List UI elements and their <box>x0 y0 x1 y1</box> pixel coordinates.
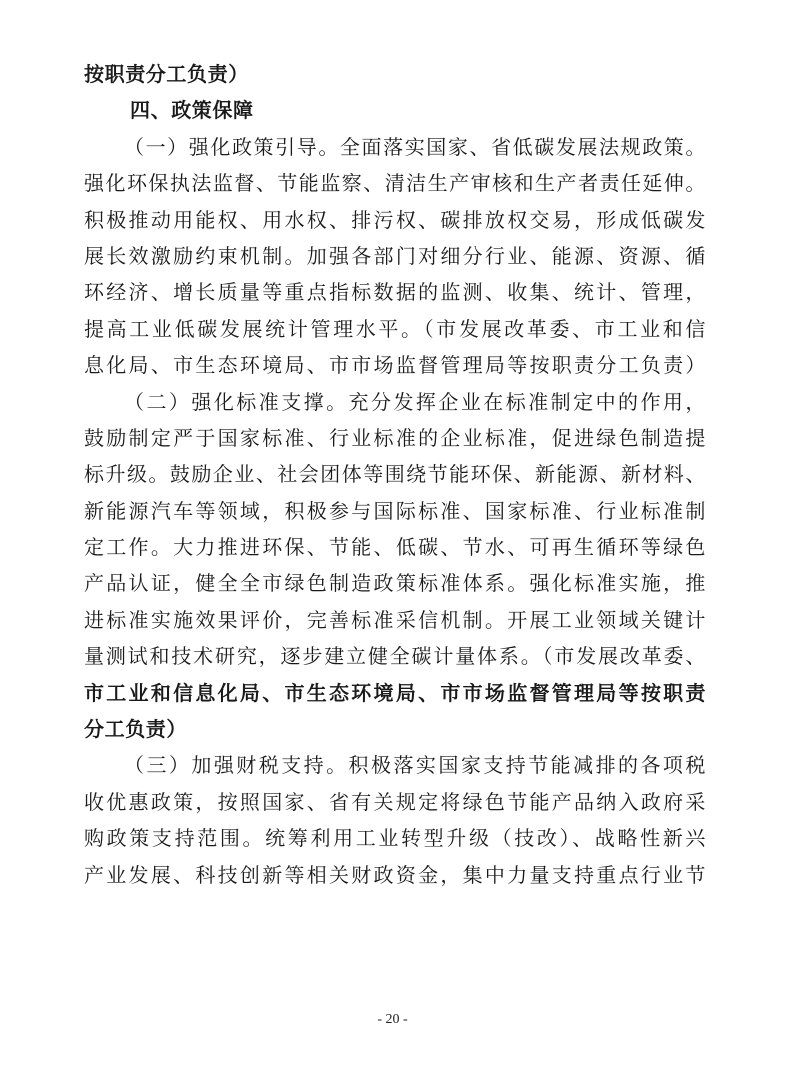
section-heading: 四、政策保障 <box>130 98 254 123</box>
text-line: 展长效激励约束机制。加强各部门对细分行业、能源、资源、循 <box>84 243 706 268</box>
text-line: 标升级。鼓励企业、社会团体等围绕节能环保、新能源、新材料、 <box>84 462 706 487</box>
text-line: 进标准实施效果评价，完善标准采信机制。开展工业领域关键计 <box>84 607 706 632</box>
text-line: 产业发展、科技创新等相关财政资金，集中力量支持重点行业节 <box>84 862 706 887</box>
text-line: 定工作。大力推进环保、节能、低碳、节水、可再生循环等绿色 <box>84 535 706 560</box>
text-line: 收优惠政策，按照国家、省有关规定将绿色节能产品纳入政府采 <box>84 789 706 814</box>
document-body <box>84 56 706 893</box>
text-line: 分工负责） <box>84 717 187 742</box>
text-line: 鼓励制定严于国家标准、行业标准的企业标准，促进绿色制造提 <box>84 425 706 450</box>
paragraph-first-line: （二）强化标准支撑。充分发挥企业在标准制定中的作用， <box>124 389 706 414</box>
text-line: 购政策支持范围。统筹利用工业转型升级（技改）、战略性新兴 <box>84 826 706 851</box>
text-line: 新能源汽车等领域，积极参与国际标准、国家标准、行业标准制 <box>84 498 706 523</box>
page-number: - 20 - <box>377 1012 408 1027</box>
paragraph-first-line: （一）强化政策引导。全面落实国家、省低碳发展法规政策。 <box>124 134 706 159</box>
text-line: 产品认证，健全全市绿色制造政策标准体系。强化标准实施，推 <box>84 571 706 596</box>
text-line: 提高工业低碳发展统计管理水平。（市发展改革委、市工业和信 <box>84 316 706 341</box>
text-line: 积极推动用能权、用水权、排污权、碳排放权交易，形成低碳发 <box>84 207 706 232</box>
text-line: 强化环保执法监督、节能监察、清洁生产审核和生产者责任延伸。 <box>84 171 706 196</box>
paragraph-first-line: （三）加强财税支持。积极落实国家支持节能减排的各项税 <box>124 753 706 778</box>
text-line: 环经济、增长质量等重点指标数据的监测、收集、统计、管理， <box>84 280 706 305</box>
text-line: 按职责分工负责） <box>84 62 249 86</box>
text-line: 息化局、市生态环境局、市市场监督管理局等按职责分工负责） <box>84 353 706 378</box>
text-line: 量测试和技术研究，逐步建立健全碳计量体系。（市发展改革委、 <box>84 644 706 669</box>
text-line: 市工业和信息化局、市生态环境局、市市场监督管理局等按职责 <box>84 680 706 705</box>
